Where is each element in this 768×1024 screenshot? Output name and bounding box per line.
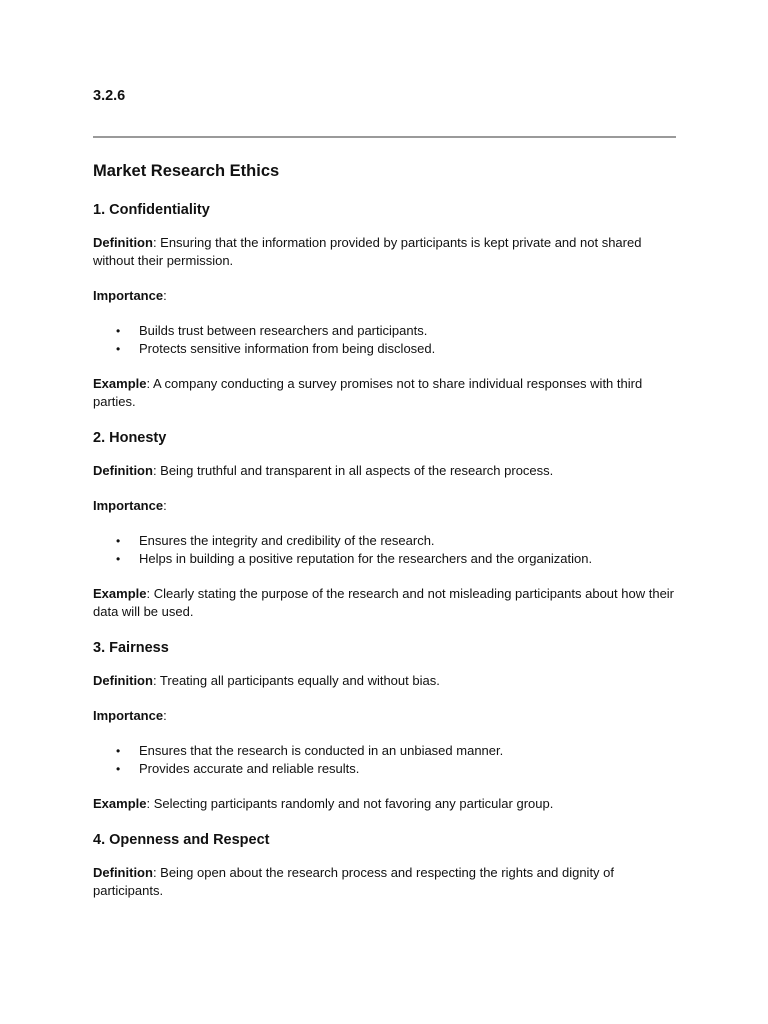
bullet-icon: •	[116, 744, 121, 758]
list-item-text: Ensures that the research is conducted in an unbiased manner.	[139, 743, 504, 758]
definition-paragraph	[93, 462, 683, 480]
list-item-text: Protects sensitive information from being disclosed.	[139, 341, 436, 356]
section-honesty	[93, 428, 683, 621]
importance-colon: :	[163, 288, 167, 303]
bullet-icon: •	[116, 762, 121, 776]
list-item	[93, 532, 683, 550]
definition-label: Definition	[93, 865, 153, 880]
example-text: : Clearly stating the purpose of the research and not misleading participants about how their data will be used.	[93, 586, 675, 619]
list-item	[93, 742, 683, 760]
section-openness-and-respect	[93, 830, 683, 900]
example-text: : Selecting participants randomly and not favoring any particular group.	[146, 796, 554, 811]
section-number: 3.2.6	[93, 88, 126, 104]
definition-text: : Treating all participants equally and without bias.	[152, 673, 440, 688]
definition-text: : Ensuring that the information provided by participants is kept private and not shared without their permission.	[93, 235, 642, 268]
importance-label: Importance	[93, 498, 164, 513]
list-item	[93, 340, 683, 358]
list-item-text: Helps in building a positive reputation for the researchers and the organization.	[139, 551, 593, 566]
example-paragraph	[93, 585, 683, 621]
bullet-icon: •	[116, 324, 121, 338]
list-item	[93, 322, 683, 340]
importance-paragraph	[93, 707, 683, 725]
bullet-icon: •	[116, 534, 121, 548]
bullet-icon: •	[116, 552, 121, 566]
bullet-icon: •	[116, 342, 121, 356]
importance-list	[93, 322, 683, 358]
importance-paragraph	[93, 497, 683, 515]
importance-colon: :	[163, 498, 167, 513]
definition-label: Definition	[93, 235, 153, 250]
section-heading: 2. Honesty	[93, 430, 167, 446]
document-body	[93, 160, 683, 917]
list-item	[93, 760, 683, 778]
list-item	[93, 550, 683, 568]
list-item-text: Ensures the integrity and credibility of the research.	[139, 533, 435, 548]
example-label: Example	[93, 796, 147, 811]
definition-paragraph	[93, 864, 683, 900]
definition-label: Definition	[93, 463, 153, 478]
section-heading: 4. Openness and Respect	[93, 832, 270, 848]
definition-paragraph	[93, 234, 683, 270]
definition-text: : Being truthful and transparent in all aspects of the research process.	[152, 463, 554, 478]
list-item-text: Builds trust between researchers and participants.	[139, 323, 428, 338]
section-heading: 3. Fairness	[93, 640, 169, 656]
definition-text: : Being open about the research process and respecting the rights and dignity of participants.	[93, 865, 615, 898]
section-fairness	[93, 638, 683, 813]
section-confidentiality	[93, 200, 683, 411]
example-paragraph	[93, 795, 683, 813]
importance-label: Importance	[93, 708, 164, 723]
importance-label: Importance	[93, 288, 164, 303]
importance-list	[93, 742, 683, 778]
definition-label: Definition	[93, 673, 153, 688]
importance-paragraph	[93, 287, 683, 305]
horizontal-rule	[93, 136, 676, 138]
importance-list	[93, 532, 683, 568]
section-heading: 1. Confidentiality	[93, 202, 210, 218]
example-label: Example	[93, 586, 147, 601]
definition-paragraph	[93, 672, 683, 690]
page-title: Market Research Ethics	[93, 162, 280, 180]
list-item-text: Provides accurate and reliable results.	[139, 761, 360, 776]
example-paragraph	[93, 375, 683, 411]
example-label: Example	[93, 376, 147, 391]
example-text: : A company conducting a survey promises not to share individual responses with third parties.	[93, 376, 643, 409]
importance-colon: :	[163, 708, 167, 723]
